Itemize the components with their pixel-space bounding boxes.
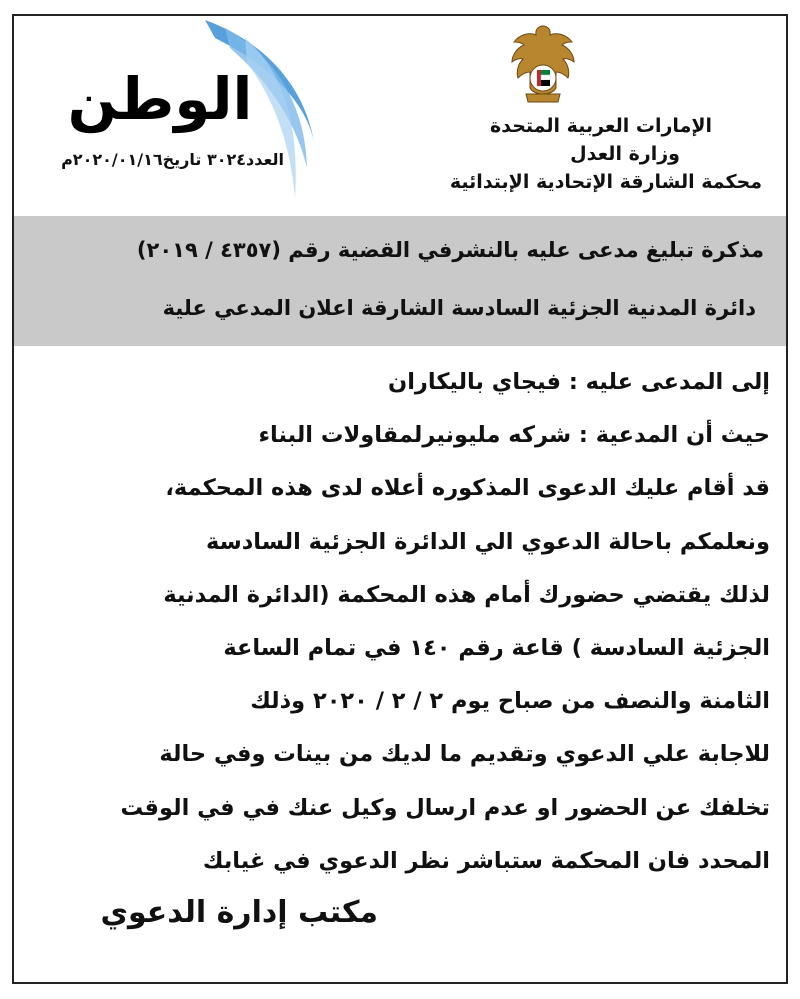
body-line: ونعلمكم باحالة الدعوي الي الدائرة الجزئية السادسة xyxy=(205,528,770,555)
notice-banner xyxy=(14,216,786,346)
newspaper-logo: الوطن xyxy=(67,65,253,133)
signature: مكتب إدارة الدعوي xyxy=(100,895,378,930)
government-header xyxy=(432,112,762,196)
ministry-name: وزارة العدل xyxy=(570,143,680,165)
notice-subtitle: دائرة المدنية الجزئية السادسة الشارقة اعلان المدعي علية xyxy=(162,296,756,320)
body-line: حيث أن المدعية : شركه مليونيرلمقاولات البناء xyxy=(258,422,770,449)
body-line: المحدد فان المحكمة ستباشر نظر الدعوي في غيابك xyxy=(202,847,770,874)
notice-body xyxy=(30,356,770,888)
uae-falcon-emblem-icon xyxy=(508,22,578,112)
body-line: لذلك يقتضي حضورك أمام هذه المحكمة (الدائرة المدنية xyxy=(163,581,770,608)
body-line: قد أقام عليك الدعوى المذكوره أعلاه لدى هذه المحكمة، xyxy=(165,475,770,502)
body-line: للاجابة علي الدعوي وتقديم ما لديك من بينات وفي حالة xyxy=(159,741,770,768)
court-name: محكمة الشارقة الإتحادية الإبتدائية xyxy=(449,171,762,193)
country-name: الإمارات العربية المتحدة xyxy=(490,115,712,137)
issue-info: العدد٣٠٢٤ تاريخ٢٠٢٠/٠١/١٦م xyxy=(61,150,284,169)
notice-title: مذكرة تبليغ مدعى عليه بالنشرفي القضية رقم (٤٣٥٧ / ٢٠١٩) xyxy=(136,238,764,262)
body-line: إلى المدعى عليه : فيجاي باليكاران xyxy=(388,369,770,395)
body-line: الجزئية السادسة ) قاعة رقم ١٤٠ في تمام الساعة xyxy=(223,635,770,662)
body-line: تخلفك عن الحضور او عدم ارسال وكيل عنك في في الوقت xyxy=(120,794,770,821)
body-line: الثامنة والنصف من صباح يوم ٢ / ٢ / ٢٠٢٠ وذلك xyxy=(250,688,770,715)
